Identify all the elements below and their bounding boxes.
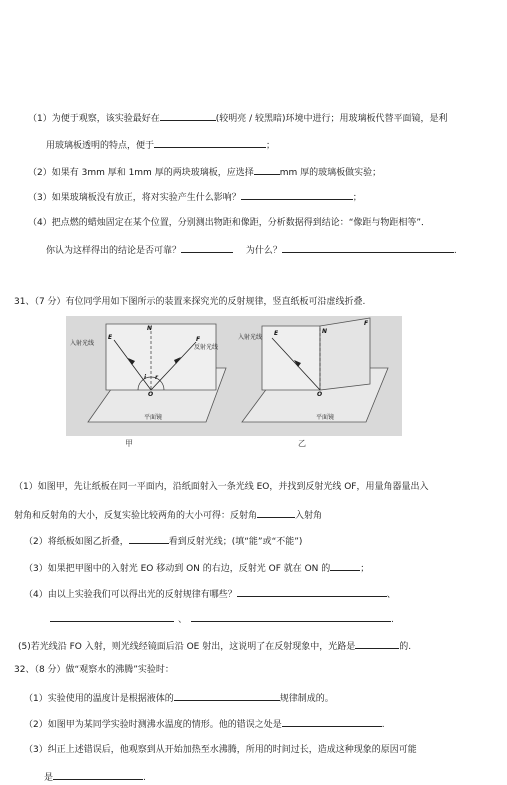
q29-item3: [28, 190, 362, 204]
letter-E-left: E: [108, 334, 113, 341]
q31-item4-blank-law1[interactable]: [237, 587, 387, 597]
q31-item1-line1: [14, 481, 428, 493]
q29-item1-blank-reason[interactable]: [154, 138, 266, 148]
q29-item4-text-a: （4）把点燃的蜡烛固定在某个位置，分别测出物距和像距，分析数据得到结论：“像距与物距相等”．: [28, 218, 431, 228]
letter-O-right: O: [317, 391, 323, 398]
q29-item3-blank-effect[interactable]: [241, 190, 353, 200]
q31-item4-blank-law2[interactable]: [50, 612, 174, 622]
label-reflected: 反射光线: [194, 344, 219, 351]
caption-left: 甲: [125, 439, 133, 448]
q29-item1-text-a: （1）为便于观察，该实验最好在: [28, 114, 160, 124]
q29-item4-line1: [28, 217, 430, 229]
q31-item2-text-a: （2）将纸板如图乙折叠，: [24, 537, 129, 547]
q31-item3-text-b: ；: [360, 564, 370, 574]
q29-item1-text-b: (较明亮 / 较黑暗)环境中进行；用玻璃板代替平面镜，是利: [215, 114, 448, 124]
letter-F-left: F: [196, 336, 201, 343]
q31-title: 31、（7 分）有位同学用如下图所示的装置来探究光的反射规律，竖直纸板可沿虚线折叠.: [14, 297, 366, 307]
q32-item3-line1: [24, 744, 417, 756]
q31-item1-text-c: 入射角: [295, 511, 323, 521]
q32-item3-blank-cause[interactable]: [53, 770, 143, 780]
q31-item4-text-d: .: [391, 615, 394, 625]
q31-item3-text-a: （3）如果把甲图中的入射光 EO 移动到 ON 的右边，反射光 OF 就在 ON 的: [24, 564, 331, 574]
q31-item1-blank-compare[interactable]: [257, 508, 295, 518]
letter-N-left: N: [147, 325, 153, 332]
q31-item5-text-a: (5)若光线沿 FO 入射，则光线经镜面后沿 OE 射出，这说明了在反射现象中，光路是: [18, 642, 356, 652]
q31-item1-text-b: 射角和反射角的大小，反复实验比较两角的大小可得：反射角: [14, 511, 258, 521]
label-incident-right: 入射光线: [238, 334, 263, 341]
letter-E-right: E: [274, 330, 279, 337]
q29-item2-blank-thickness[interactable]: [254, 165, 280, 175]
q29-item3-text-a: （3）如果玻璃板没有放正，将对实验产生什么影响？: [28, 193, 241, 203]
q29-item1-line2: [46, 138, 275, 152]
q32-item1-text-b: 规律制成的。: [279, 694, 334, 704]
q31-item4-line1: [24, 587, 396, 601]
q29-item4-blank-reliable[interactable]: [181, 243, 233, 253]
q29-item1-text-c: 用玻璃板透明的特点，便于: [46, 141, 155, 151]
letter-r: r: [155, 374, 158, 381]
q29-item4-text-d: .: [453, 246, 457, 256]
q31-figure-svg: [66, 316, 402, 436]
q31-item4-text-c: 、: [178, 615, 188, 625]
q31-item5: [18, 639, 411, 653]
q32-item3-text-a: （3）纠正上述错误后，他观察到从开始加热至水沸腾，所用的时间过长，造成这种现象的原因可能: [24, 745, 417, 755]
label-mirror-right: 平面镜: [316, 414, 335, 421]
q29-item2-text-b: mm 厚的玻璃板做实验；: [279, 168, 382, 178]
q31-item5-text-b: 的.: [399, 642, 412, 652]
label-incident-left: 入射光线: [70, 340, 95, 347]
q32-item2-blank-mistake[interactable]: [282, 717, 382, 727]
q29-item4-text-b: 你认为这样得出的结论是否可靠？: [46, 246, 182, 256]
q31-item1-text-a: （1）如图甲，先让纸板在同一平面内，沿纸面射入一条光线 EO，并找到反射光线 OF，用量角器量出入: [14, 482, 429, 492]
q29-item4-blank-why[interactable]: [282, 243, 454, 253]
q29-item1-text-d: ；: [266, 141, 276, 151]
q32-item3-text-b: 是: [44, 773, 54, 783]
q31-item3: [24, 561, 369, 575]
label-mirror-left: 平面镜: [144, 414, 163, 421]
q32-item1-text-a: （1）实验使用的温度计是根据液体的: [24, 694, 174, 704]
q29-item1-line1: [28, 111, 448, 125]
q32-item2-text-b: .: [381, 720, 385, 730]
q29-item3-text-b: ；: [352, 193, 362, 203]
q29-item1-blank-environment[interactable]: [160, 111, 216, 121]
caption-right: 乙: [298, 439, 306, 448]
q31-item4-line2: [50, 612, 394, 626]
q29-item2: [28, 165, 381, 179]
letter-O-left: O: [148, 391, 154, 398]
q31-item2: [24, 534, 302, 548]
q31-figure: [66, 316, 402, 436]
q31-item4-blank-law3[interactable]: [191, 612, 391, 622]
q32-item2-text-a: （2）如图甲为某同学实验时测沸水温度的情形。他的错误之处是: [24, 720, 282, 730]
left-board: [106, 324, 219, 390]
q31-item1-line2: [14, 508, 322, 522]
q32-title: 32、（8 分）做“观察水的沸腾”实验时：: [14, 665, 174, 675]
q31-item3-blank-side[interactable]: [330, 561, 360, 571]
q31-item2-text-b: 看到反射光线；(填“能”或“不能”): [168, 537, 303, 547]
q31-item4-text-b: 、: [386, 590, 396, 600]
q32-item3-text-c: .: [143, 773, 146, 783]
q32-item3-line2: [44, 770, 146, 784]
q29-item4-text-c: 为什么？: [245, 246, 282, 256]
right-board-folded: [320, 318, 370, 390]
letter-i: i: [144, 374, 147, 381]
q32-item1: [24, 691, 334, 705]
letter-F-right: F: [364, 320, 369, 327]
q31-item2-blank-can[interactable]: [129, 534, 169, 544]
q32-item1-blank-principle[interactable]: [174, 691, 280, 701]
q31-item4-text-a: （4）由以上实验我们可以得出光的反射规律有哪些？: [24, 590, 237, 600]
q29-item2-text-a: （2）如果有 3mm 厚和 1mm 厚的两块玻璃板，应选择: [28, 168, 254, 178]
q29-item4-line2: [46, 243, 457, 257]
q32-item2: [24, 717, 385, 731]
q31-item5-blank-reversible[interactable]: [355, 639, 399, 649]
letter-N-right: N: [322, 328, 328, 335]
